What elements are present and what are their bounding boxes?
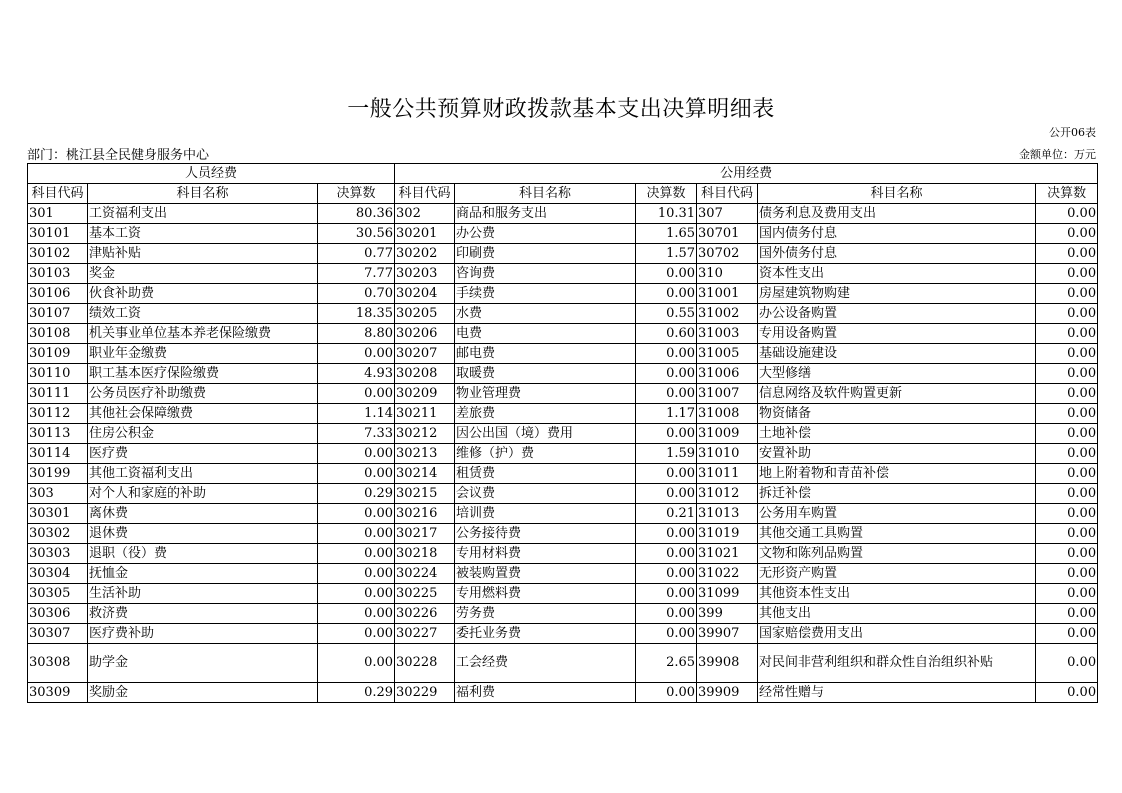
subject-name-cell: 其他支出 [758,604,1036,624]
amount-cell: 0.00 [1036,364,1098,384]
subject-code-cell: 30212 [395,424,455,444]
amount-cell: 0.00 [1036,244,1098,264]
amount-cell: 0.00 [318,524,395,544]
amount-cell: 18.35 [318,304,395,324]
subject-name-cell: 专用设备购置 [758,324,1036,344]
subject-name-cell: 工会经费 [455,644,636,683]
amount-cell: 0.55 [636,304,697,324]
amount-cell: 0.00 [636,484,697,504]
col-header-amount: 决算数 [636,184,697,204]
subject-name-cell: 公务用车购置 [758,504,1036,524]
subject-name-cell: 土地补偿 [758,424,1036,444]
subject-code-cell: 30199 [28,464,88,484]
amount-cell: 0.00 [636,264,697,284]
amount-cell: 0.00 [636,384,697,404]
subject-code-cell: 30306 [28,604,88,624]
subject-code-cell: 31005 [697,344,758,364]
subject-name-cell: 奖金 [88,264,318,284]
subject-code-cell: 301 [28,204,88,224]
subject-code-cell: 30109 [28,344,88,364]
subject-name-cell: 基础设施建设 [758,344,1036,364]
subject-name-cell: 退休费 [88,524,318,544]
subject-name-cell: 国内债务付息 [758,224,1036,244]
table-row [28,444,1098,464]
table-row [28,324,1098,344]
subject-code-cell: 30216 [395,504,455,524]
amount-cell: 0.00 [636,364,697,384]
subject-name-cell: 其他交通工具购置 [758,524,1036,544]
amount-cell: 0.00 [636,544,697,564]
subject-code-cell: 30112 [28,404,88,424]
subject-name-cell: 专用燃料费 [455,584,636,604]
subject-name-cell: 房屋建筑物购建 [758,284,1036,304]
amount-cell: 0.00 [1036,644,1098,683]
subject-name-cell: 资本性支出 [758,264,1036,284]
subject-name-cell: 安置补助 [758,444,1036,464]
subject-name-cell: 职工基本医疗保险缴费 [88,364,318,384]
amount-cell: 10.31 [636,204,697,224]
amount-cell: 0.29 [318,484,395,504]
subject-name-cell: 救济费 [88,604,318,624]
subject-name-cell: 医疗费 [88,444,318,464]
amount-unit-label: 金额单位：万元 [1019,148,1096,161]
subject-name-cell: 公务员医疗补助缴费 [88,384,318,404]
subject-name-cell: 邮电费 [455,344,636,364]
amount-cell: 0.00 [636,464,697,484]
subject-name-cell: 绩效工资 [88,304,318,324]
amount-cell: 0.00 [318,644,395,683]
subject-code-cell: 31009 [697,424,758,444]
subject-code-cell: 30201 [395,224,455,244]
amount-cell: 0.00 [1036,384,1098,404]
subject-name-cell: 手续费 [455,284,636,304]
amount-cell: 0.00 [636,284,697,304]
subject-code-cell: 303 [28,484,88,504]
amount-cell: 8.80 [318,324,395,344]
form-number: 公开06表 [1049,126,1096,139]
subject-code-cell: 39907 [697,624,758,644]
subject-name-cell: 地上附着物和青苗补偿 [758,464,1036,484]
amount-cell: 0.00 [318,504,395,524]
subject-code-cell: 31021 [697,544,758,564]
page-title: 一般公共预算财政拨款基本支出决算明细表 [347,97,775,122]
subject-name-cell: 债务利息及费用支出 [758,204,1036,224]
subject-code-cell: 31019 [697,524,758,544]
amount-cell: 0.00 [636,424,697,444]
subject-name-cell: 医疗费补助 [88,624,318,644]
col-header-amount: 决算数 [1036,184,1098,204]
subject-name-cell: 维修（护）费 [455,444,636,464]
col-header-name: 科目名称 [455,184,636,204]
subject-code-cell: 30229 [395,683,455,703]
amount-cell: 4.93 [318,364,395,384]
subject-name-cell: 机关事业单位基本养老保险缴费 [88,324,318,344]
table-row [28,344,1098,364]
subject-code-cell: 30304 [28,564,88,584]
table-row [28,224,1098,244]
subject-name-cell: 办公设备购置 [758,304,1036,324]
amount-cell: 0.00 [1036,444,1098,464]
department-label: 部门：桃江县全民健身服务中心 [27,148,210,163]
group-header-personnel: 人员经费 [28,164,395,184]
amount-cell: 0.00 [636,584,697,604]
subject-name-cell: 对个人和家庭的补助 [88,484,318,504]
subject-name-cell: 电费 [455,324,636,344]
column-header-row [28,184,1098,204]
amount-cell: 1.59 [636,444,697,464]
amount-cell: 0.00 [1036,604,1098,624]
subject-name-cell: 租赁费 [455,464,636,484]
subject-code-cell: 30207 [395,344,455,364]
amount-cell: 1.14 [318,404,395,424]
subject-name-cell: 对民间非营利组织和群众性自治组织补贴 [758,644,1036,683]
amount-cell: 0.00 [636,624,697,644]
subject-code-cell: 30303 [28,544,88,564]
subject-code-cell: 30309 [28,683,88,703]
subject-code-cell: 30305 [28,584,88,604]
table-row [28,564,1098,584]
group-header-public: 公用经费 [395,164,1098,184]
subject-code-cell: 30215 [395,484,455,504]
subject-name-cell: 津贴补贴 [88,244,318,264]
subject-code-cell: 30308 [28,644,88,683]
subject-code-cell: 31011 [697,464,758,484]
subject-name-cell: 公务接待费 [455,524,636,544]
subject-code-cell: 30224 [395,564,455,584]
amount-cell: 0.77 [318,244,395,264]
amount-cell: 0.00 [318,444,395,464]
amount-cell: 0.00 [318,344,395,364]
amount-cell: 0.00 [1036,624,1098,644]
subject-name-cell: 助学金 [88,644,318,683]
subject-code-cell: 30301 [28,504,88,524]
subject-name-cell: 物资储备 [758,404,1036,424]
subject-code-cell: 30113 [28,424,88,444]
col-header-code: 科目代码 [28,184,88,204]
subject-code-cell: 307 [697,204,758,224]
subject-code-cell: 30110 [28,364,88,384]
table-row [28,544,1098,564]
subject-name-cell: 拆迁补偿 [758,484,1036,504]
amount-cell: 0.00 [636,524,697,544]
amount-cell: 0.00 [318,464,395,484]
amount-cell: 0.00 [1036,524,1098,544]
subject-name-cell: 职业年金缴费 [88,344,318,364]
subject-name-cell: 文物和陈列品购置 [758,544,1036,564]
subject-code-cell: 31006 [697,364,758,384]
subject-name-cell: 会议费 [455,484,636,504]
table-row [28,384,1098,404]
amount-cell: 1.65 [636,224,697,244]
subject-name-cell: 专用材料费 [455,544,636,564]
amount-cell: 0.00 [1036,284,1098,304]
amount-cell: 0.00 [1036,683,1098,703]
subject-code-cell: 30203 [395,264,455,284]
amount-cell: 0.00 [1036,584,1098,604]
subject-code-cell: 31010 [697,444,758,464]
subject-name-cell: 差旅费 [455,404,636,424]
amount-cell: 0.29 [318,683,395,703]
subject-name-cell: 水费 [455,304,636,324]
table-row [28,624,1098,644]
table-row [28,404,1098,424]
subject-name-cell: 信息网络及软件购置更新 [758,384,1036,404]
subject-code-cell: 30209 [395,384,455,404]
subject-code-cell: 30106 [28,284,88,304]
col-header-amount: 决算数 [318,184,395,204]
subject-name-cell: 其他社会保障缴费 [88,404,318,424]
amount-cell: 0.00 [1036,424,1098,444]
table-row [28,304,1098,324]
subject-name-cell: 基本工资 [88,224,318,244]
subject-name-cell: 生活补助 [88,584,318,604]
col-header-name: 科目名称 [758,184,1036,204]
amount-cell: 0.00 [636,564,697,584]
amount-cell: 0.60 [636,324,697,344]
amount-cell: 30.56 [318,224,395,244]
subject-code-cell: 30102 [28,244,88,264]
subject-code-cell: 399 [697,604,758,624]
amount-cell: 0.00 [318,624,395,644]
amount-cell: 0.00 [636,683,697,703]
subject-code-cell: 310 [697,264,758,284]
subject-code-cell: 30206 [395,324,455,344]
amount-cell: 0.00 [318,604,395,624]
table-row [28,584,1098,604]
amount-cell: 1.57 [636,244,697,264]
subject-code-cell: 30214 [395,464,455,484]
subject-code-cell: 30302 [28,524,88,544]
table-row [28,264,1098,284]
subject-code-cell: 30208 [395,364,455,384]
subject-name-cell: 福利费 [455,683,636,703]
subject-code-cell: 30108 [28,324,88,344]
subject-name-cell: 其他资本性支出 [758,584,1036,604]
amount-cell: 0.00 [1036,324,1098,344]
subject-name-cell: 办公费 [455,224,636,244]
subject-name-cell: 抚恤金 [88,564,318,584]
subject-name-cell: 被装购置费 [455,564,636,584]
amount-cell: 0.00 [318,544,395,564]
amount-cell: 0.21 [636,504,697,524]
subject-code-cell: 30114 [28,444,88,464]
subject-name-cell: 住房公积金 [88,424,318,444]
subject-code-cell: 31007 [697,384,758,404]
amount-cell: 0.00 [636,344,697,364]
group-header-row [28,164,1098,184]
subject-code-cell: 39909 [697,683,758,703]
amount-cell: 7.77 [318,264,395,284]
subject-code-cell: 30204 [395,284,455,304]
subject-name-cell: 因公出国（境）费用 [455,424,636,444]
amount-cell: 1.17 [636,404,697,424]
amount-cell: 0.00 [1036,504,1098,524]
subject-code-cell: 30307 [28,624,88,644]
subject-code-cell: 30701 [697,224,758,244]
subject-code-cell: 39908 [697,644,758,683]
subject-code-cell: 30101 [28,224,88,244]
subject-name-cell: 商品和服务支出 [455,204,636,224]
subject-name-cell: 伙食补助费 [88,284,318,304]
subject-code-cell: 30226 [395,604,455,624]
subject-code-cell: 31001 [697,284,758,304]
subject-name-cell: 国家赔偿费用支出 [758,624,1036,644]
col-header-code: 科目代码 [395,184,455,204]
subject-code-cell: 30103 [28,264,88,284]
subject-code-cell: 30228 [395,644,455,683]
subject-name-cell: 委托业务费 [455,624,636,644]
subject-name-cell: 印刷费 [455,244,636,264]
subject-name-cell: 国外债务付息 [758,244,1036,264]
table-body [28,204,1098,703]
subject-name-cell: 取暖费 [455,364,636,384]
amount-cell: 2.65 [636,644,697,683]
amount-cell: 0.00 [318,564,395,584]
subject-code-cell: 30218 [395,544,455,564]
subject-name-cell: 奖励金 [88,683,318,703]
table-row [28,424,1098,444]
table-row [28,604,1098,624]
amount-cell: 0.00 [1036,264,1098,284]
table-row [28,524,1098,544]
subject-name-cell: 离休费 [88,504,318,524]
table-row [28,464,1098,484]
subject-code-cell: 30202 [395,244,455,264]
col-header-name: 科目名称 [88,184,318,204]
amount-cell: 0.00 [1036,544,1098,564]
subject-code-cell: 30205 [395,304,455,324]
amount-cell: 0.00 [318,384,395,404]
table-row [28,204,1098,224]
amount-cell: 0.00 [1036,564,1098,584]
table-row [28,244,1098,264]
subject-code-cell: 31012 [697,484,758,504]
subject-code-cell: 30702 [697,244,758,264]
subject-code-cell: 31022 [697,564,758,584]
col-header-code: 科目代码 [697,184,758,204]
amount-cell: 0.00 [1036,204,1098,224]
subject-name-cell: 咨询费 [455,264,636,284]
table-row [28,644,1098,683]
amount-cell: 0.00 [1036,484,1098,504]
subject-code-cell: 30211 [395,404,455,424]
table-row [28,504,1098,524]
amount-cell: 0.00 [1036,344,1098,364]
subject-code-cell: 30107 [28,304,88,324]
subject-code-cell: 31003 [697,324,758,344]
amount-cell: 0.00 [1036,404,1098,424]
amount-cell: 7.33 [318,424,395,444]
table-row [28,364,1098,384]
subject-code-cell: 30213 [395,444,455,464]
subject-code-cell: 30111 [28,384,88,404]
table-row [28,284,1098,304]
subject-code-cell: 302 [395,204,455,224]
subject-name-cell: 经常性赠与 [758,683,1036,703]
subject-code-cell: 31008 [697,404,758,424]
subject-name-cell: 物业管理费 [455,384,636,404]
subject-code-cell: 31099 [697,584,758,604]
subject-name-cell: 培训费 [455,504,636,524]
subject-name-cell: 退职（役）费 [88,544,318,564]
amount-cell: 80.36 [318,204,395,224]
amount-cell: 0.70 [318,284,395,304]
amount-cell: 0.00 [318,584,395,604]
expenditure-table [27,163,1098,703]
subject-name-cell: 其他工资福利支出 [88,464,318,484]
amount-cell: 0.00 [636,604,697,624]
subject-code-cell: 31002 [697,304,758,324]
table-row [28,683,1098,703]
subject-name-cell: 工资福利支出 [88,204,318,224]
amount-cell: 0.00 [1036,304,1098,324]
subject-code-cell: 30217 [395,524,455,544]
subject-code-cell: 30225 [395,584,455,604]
subject-code-cell: 30227 [395,624,455,644]
subject-name-cell: 无形资产购置 [758,564,1036,584]
amount-cell: 0.00 [1036,464,1098,484]
amount-cell: 0.00 [1036,224,1098,244]
subject-name-cell: 大型修缮 [758,364,1036,384]
subject-name-cell: 劳务费 [455,604,636,624]
subject-code-cell: 31013 [697,504,758,524]
table-row [28,484,1098,504]
